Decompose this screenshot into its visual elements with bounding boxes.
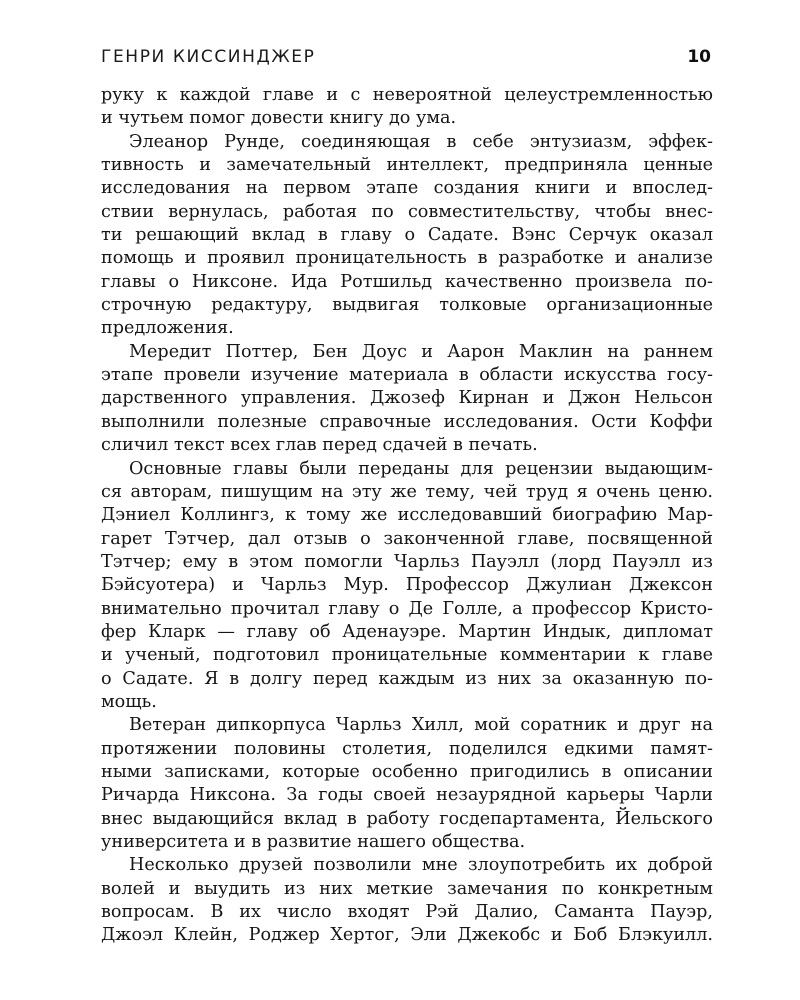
running-header: [101, 47, 711, 73]
text-line: о Садате. Я в долгу перед каждым из них за оказанную по-: [101, 668, 713, 689]
text-line: вопросам. В их число входят Рэй Далио, Саманта Пауэр,: [101, 902, 713, 923]
text-line: Джоэл Клейн, Роджер Хертог, Эли Джекобс и Боб Блэкуилл.: [101, 925, 713, 946]
text-line: волей и выудить из них меткие замечания по конкретным: [101, 878, 713, 899]
paragraph: [101, 341, 713, 458]
text-line: Бэйсуотера) и Чарльз Мур. Профессор Джулиан Джексон: [101, 575, 713, 596]
body-text: [101, 84, 713, 948]
text-line: сличил текст всех глав перед сдачей в печать.: [101, 435, 538, 456]
text-line: тивность и замечательный интеллект, предприняла ценные: [101, 155, 713, 176]
text-line: мощь.: [101, 691, 157, 712]
text-line: ствии вернулась, работая по совместительству, чтобы внес-: [101, 201, 713, 222]
text-line: [101, 714, 713, 737]
text-line: ными записками, которые особенно пригодились в описании: [101, 761, 713, 782]
running-head-author: ГЕНРИ КИССИНДЖЕР: [101, 47, 316, 67]
text-line: Тэтчер; ему в этом помогли Чарльз Пауэлл (лорд Пауэлл из: [101, 551, 713, 572]
paragraph: [101, 458, 713, 715]
paragraph: [101, 854, 713, 947]
text-line: фер Кларк — главу об Аденауэре. Мартин Индык, дипломат: [101, 621, 713, 642]
text-line: [101, 131, 713, 154]
text-line: исследования на первом этапе создания книги и впослед-: [101, 178, 713, 199]
paragraph: [101, 714, 713, 854]
text-line-content: Основные главы были переданы для рецензии выдающим-: [129, 458, 713, 479]
text-line: ти решающий вклад в главу о Садате. Вэнс Серчук оказал: [101, 225, 713, 246]
text-line: предложения.: [101, 318, 234, 339]
text-line: [101, 854, 713, 877]
text-line: [101, 341, 713, 364]
text-line: гарет Тэтчер, дал отзыв о законченной главе, посвященной: [101, 528, 713, 549]
text-line-content: Несколько друзей позволили мне злоупотребить их доброй: [129, 855, 713, 876]
text-line-content: Элеанор Рунде, соединяющая в себе энтузиазм, эффек-: [129, 131, 713, 152]
text-line: внес выдающийся вклад в работу госдепартамента, Йельского: [101, 808, 713, 829]
paragraph: [101, 84, 713, 131]
text-line: строчную редактуру, выдвигая толковые организационные: [101, 295, 713, 316]
text-line: и ученый, подготовил проницательные комментарии к главе: [101, 645, 713, 666]
text-line: [101, 458, 713, 481]
paragraph: [101, 131, 713, 341]
text-line: и чутьем помог довести книгу до ума.: [101, 108, 457, 129]
text-line: дарственного управления. Джозеф Кирнан и Джон Нельсон: [101, 388, 713, 409]
text-line: университета и в развитие нашего общества.: [101, 832, 526, 852]
text-line: выполнили полезные справочные исследования. Ости Коффи: [101, 411, 713, 432]
text-line: главы о Никсоне. Ида Ротшильд качественно произвела по-: [101, 271, 713, 292]
text-line-content: Мередит Поттер, Бен Доус и Аарон Маклин на раннем: [129, 341, 713, 362]
text-line: Дэниел Коллингз, к тому же исследовавший биографию Мар-: [101, 505, 713, 526]
text-line: руку к каждой главе и с невероятной целеустремленностью: [101, 85, 713, 105]
text-line: помощь и проявил проницательность в разработке и анализе: [101, 248, 713, 269]
text-line: этапе провели изучение материала в области искусства госу-: [101, 365, 713, 386]
text-line: внимательно прочитал главу о Де Голле, а профессор Кристо-: [101, 598, 713, 619]
text-line: протяжении половины столетия, поделился едкими памят-: [101, 738, 713, 759]
text-line: Ричарда Никсона. За годы своей незаурядной карьеры Чарли: [101, 785, 713, 806]
text-line: ся авторам, пишущим на эту же тему, чей труд я очень ценю.: [101, 481, 713, 502]
text-line-content: Ветеран дипкорпуса Чарльз Хилл, мой соратник и друг на: [129, 715, 713, 736]
page-number: 10: [687, 47, 711, 67]
